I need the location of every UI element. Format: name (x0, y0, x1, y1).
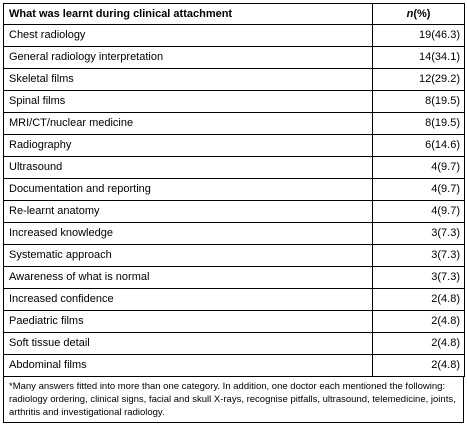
row-item: Increased confidence (4, 289, 373, 311)
table-row (4, 135, 465, 157)
row-item: Increased knowledge (4, 223, 373, 245)
table-row (4, 91, 465, 113)
table-row (4, 47, 465, 69)
table-row (4, 201, 465, 223)
row-value: 8(19.5) (373, 91, 465, 113)
table-row (4, 157, 465, 179)
row-value: 12(29.2) (373, 69, 465, 91)
table-row (4, 223, 465, 245)
table-row (4, 179, 465, 201)
row-value: 14(34.1) (373, 47, 465, 69)
row-item: Ultrasound (4, 157, 373, 179)
row-item: Documentation and reporting (4, 179, 373, 201)
table-row (4, 113, 465, 135)
row-item: Re-learnt anatomy (4, 201, 373, 223)
row-value: 2(4.8) (373, 311, 465, 333)
row-value: 2(4.8) (373, 333, 465, 355)
header-item: What was learnt during clinical attachment (4, 4, 373, 25)
table-footnote: *Many answers fitted into more than one category. In addition, one doctor each mentioned the following: radiology ordering, clinical signs, facial and skull X-rays, recognise pitfalls, ultrasound, telemedicine, joints, arthritis and investigational radiology. (3, 376, 464, 423)
row-value: 3(7.3) (373, 223, 465, 245)
header-n-symbol: n (406, 8, 414, 20)
header-n-percent: (%) (413, 8, 431, 20)
row-item: Chest radiology (4, 25, 373, 47)
table-row (4, 69, 465, 91)
table-row (4, 311, 465, 333)
row-item: General radiology interpretation (4, 47, 373, 69)
row-value: 2(4.8) (373, 355, 465, 377)
row-item: Awareness of what is normal (4, 267, 373, 289)
row-value: 3(7.3) (373, 267, 465, 289)
row-item: Skeletal films (4, 69, 373, 91)
table-row (4, 289, 465, 311)
row-item: Abdominal films (4, 355, 373, 377)
row-item: Radiography (4, 135, 373, 157)
table-row (4, 333, 465, 355)
row-item: Systematic approach (4, 245, 373, 267)
row-value: 3(7.3) (373, 245, 465, 267)
header-n (373, 4, 465, 25)
table-body (4, 25, 465, 377)
row-item: Soft tissue detail (4, 333, 373, 355)
row-value: 4(9.7) (373, 179, 465, 201)
table-header-row (4, 4, 465, 25)
table-row (4, 355, 465, 377)
table-row (4, 25, 465, 47)
row-value: 19(46.3) (373, 25, 465, 47)
row-value: 2(4.8) (373, 289, 465, 311)
row-value: 4(9.7) (373, 201, 465, 223)
row-item: Paediatric films (4, 311, 373, 333)
row-item: Spinal films (4, 91, 373, 113)
row-item: MRI/CT/nuclear medicine (4, 113, 373, 135)
table-row (4, 267, 465, 289)
results-table (3, 3, 465, 377)
row-value: 8(19.5) (373, 113, 465, 135)
row-value: 4(9.7) (373, 157, 465, 179)
row-value: 6(14.6) (373, 135, 465, 157)
table-row (4, 245, 465, 267)
